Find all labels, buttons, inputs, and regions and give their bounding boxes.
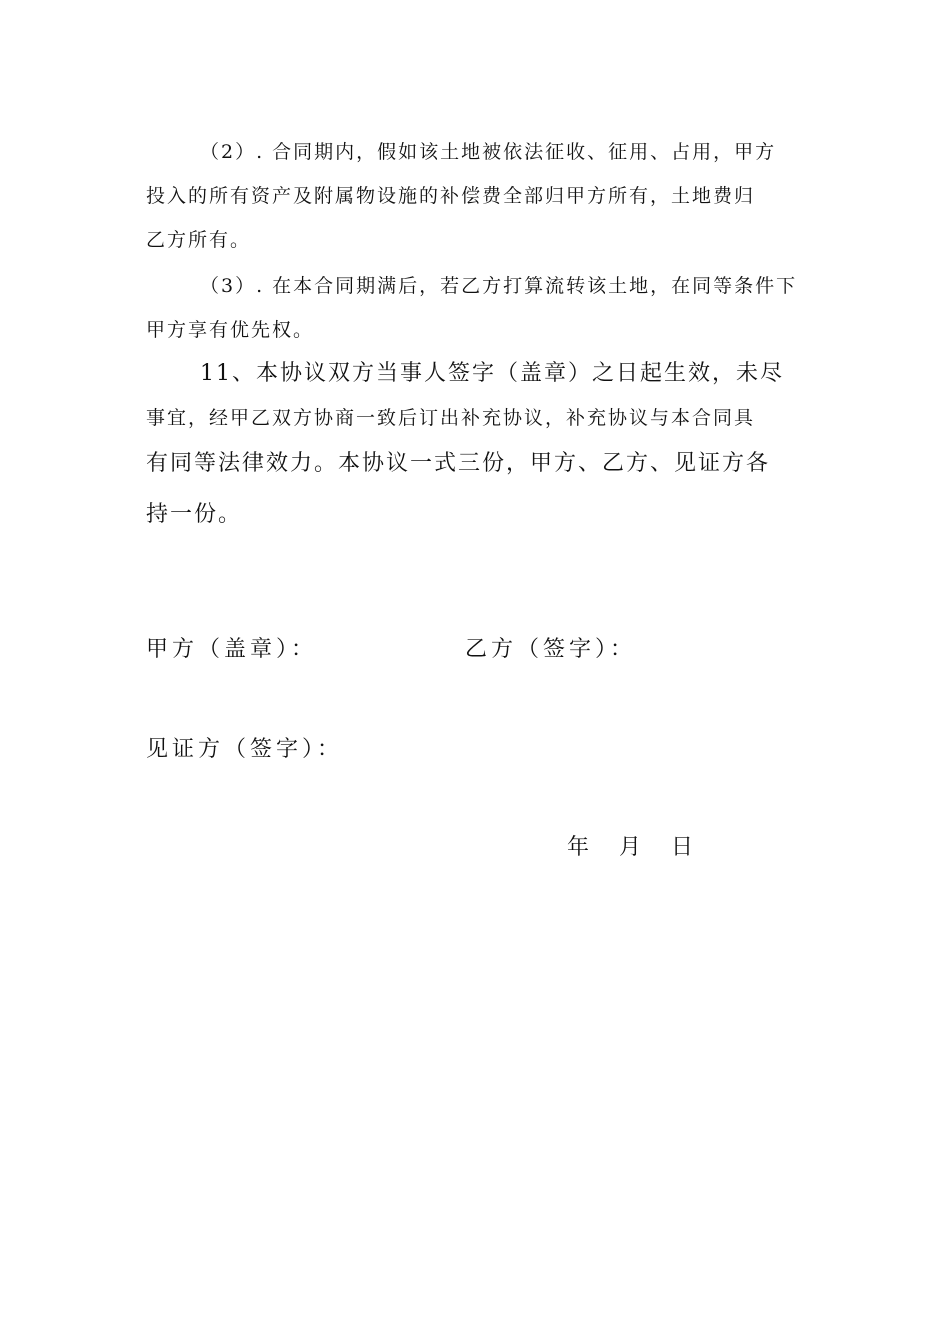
clause-3-line-2: 甲方享有优先权。	[146, 319, 315, 341]
clause-11-paragraph	[146, 351, 806, 537]
clause-11-line-4: 持一份。	[146, 502, 243, 527]
date-year: 年	[567, 835, 590, 860]
date-day: 日	[671, 835, 694, 860]
clause-11-line-1: 11、本协议双方当事人签字（盖章）之日起生效，未尽	[200, 361, 784, 386]
clause-3-line-1: （3）. 在本合同期满后，若乙方打算流转该土地，在同等条件下	[200, 275, 798, 297]
clause-2-line-1: （2）. 合同期内，假如该土地被依法征收、征用、占用，甲方	[200, 141, 777, 163]
clause-2-line-3: 乙方所有。	[146, 229, 252, 251]
clause-11-line-2: 事宜，经甲乙双方协商一致后订出补充协议，补充协议与本合同具	[146, 407, 756, 429]
date-month: 月	[619, 835, 642, 860]
party-b-signature-label: 乙方（签字）：	[465, 637, 637, 662]
party-a-signature-label: 甲方（盖章）：	[146, 637, 318, 662]
clause-11-line-3: 有同等法律效力。本协议一式三份，甲方、乙方、见证方各	[146, 451, 771, 476]
clause-3-paragraph	[146, 264, 806, 352]
clause-2-line-2: 投入的所有资产及附属物设施的补偿费全部归甲方所有，土地费归	[146, 185, 756, 207]
clause-2-paragraph	[146, 130, 806, 262]
witness-signature-label: 见证方（签字）：	[146, 737, 344, 762]
